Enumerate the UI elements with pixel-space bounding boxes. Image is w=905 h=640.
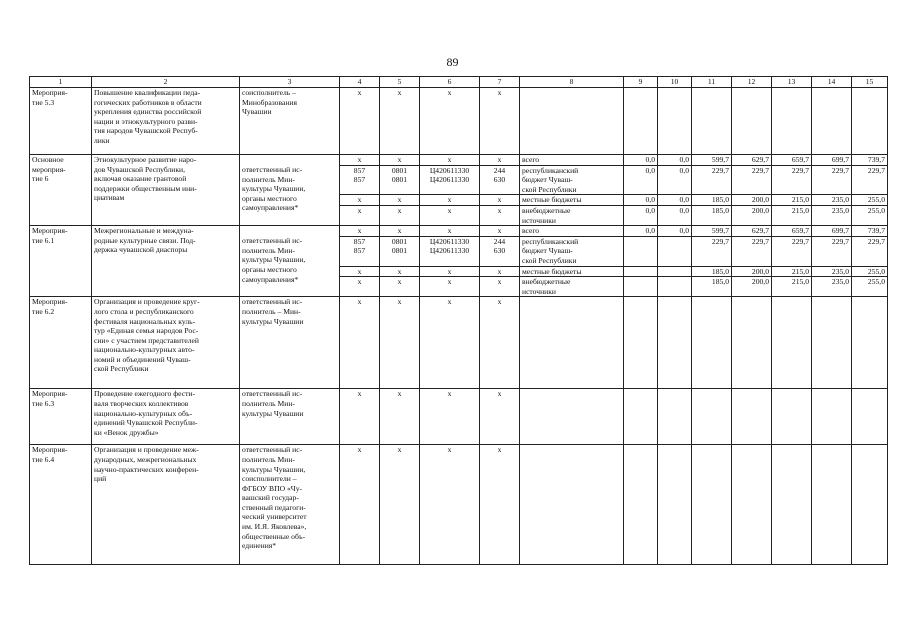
table-cell: 229,7 [852,165,888,195]
table-cell: 229,7 [772,165,812,195]
table-cell: x [340,389,380,445]
table-cell [658,445,692,565]
table-cell: 255,0 [852,195,888,206]
table-cell: x [480,155,520,166]
table-cell: 229,7 [772,236,812,266]
col-header: 5 [380,77,420,88]
table-cell [812,389,852,445]
table-cell: x [380,205,420,225]
event-executor-top [240,155,340,166]
table-cell: 244 630 [480,165,520,195]
table-cell [520,297,624,389]
funding-source: республиканский бюджет Чуваш- ской Республики [520,236,624,266]
table-cell: x [340,155,380,166]
table-cell [624,277,658,297]
table-cell [732,445,772,565]
table-cell: x [420,88,480,155]
table-cell [812,297,852,389]
col-header: 7 [480,77,520,88]
table-cell: 255,0 [852,266,888,277]
table-row [30,226,888,237]
funding-source: местные бюджеты [520,266,624,277]
table-cell [624,297,658,389]
table-cell [658,88,692,155]
table-cell: x [420,266,480,277]
table-cell [772,445,812,565]
table-cell: Ц420611330 Ц420611330 [420,236,480,266]
table-cell [520,389,624,445]
table-cell: x [340,195,380,206]
funding-source: внебюджетные источники [520,277,624,297]
table-cell: 244 630 [480,236,520,266]
table-cell: 229,7 [732,236,772,266]
table-cell: 857 857 [340,236,380,266]
table-cell [520,88,624,155]
table-cell: 200,0 [732,205,772,225]
table-cell: x [480,226,520,237]
event-description: Проведение ежегодного фести- валя творческих коллективов национально-культурных объ- единений Чувашской Республи- ки «Венок дружбы» [92,389,240,445]
event-executor: соисполнитель – Минобразования Чувашии [240,88,340,155]
table-cell: 215,0 [772,277,812,297]
table-cell [658,389,692,445]
table-cell: 0,0 [658,205,692,225]
table-cell: x [380,226,420,237]
table-cell [624,236,658,266]
table-cell [624,88,658,155]
table-cell: x [340,205,380,225]
funding-source: всего [520,226,624,237]
table-cell: 699,7 [812,155,852,166]
col-header: 15 [852,77,888,88]
table-cell: 235,0 [812,205,852,225]
table-cell [852,297,888,389]
table-cell: x [340,297,380,389]
table-cell: x [340,266,380,277]
event-description: Этнокультурное развитие наро- дов Чувашской Республики, включая оказание грантовой поддержки общественным ини- циативам [92,155,240,226]
table-cell: 229,7 [812,165,852,195]
table-cell: 215,0 [772,195,812,206]
event-name: Мероприя- тие 5.3 [30,88,92,155]
table-cell: 235,0 [812,266,852,277]
table-cell: x [380,445,420,565]
table-cell: 699,7 [812,226,852,237]
table-cell [692,445,732,565]
col-header: 8 [520,77,624,88]
col-header: 9 [624,77,658,88]
table-cell: 215,0 [772,205,812,225]
table-cell: 255,0 [852,277,888,297]
table-cell [692,297,732,389]
event-executor: ответственный ис- полнитель Мин- культуры Чувашии, органы местного самоуправления* [240,236,340,297]
table-cell: 629,7 [732,155,772,166]
table-cell: x [380,88,420,155]
table-cell: 229,7 [852,236,888,266]
event-name: Основное мероприя- тие 6 [30,155,92,226]
table-cell: x [340,88,380,155]
table-cell [658,297,692,389]
event-description: Организация и проведение круг- лого стола и республиканского фестиваля национальных куль- тур «Единая семья народов Рос- сии» с участием представителей национально-культурных авто- номий и объединений Чуваш- ской Республики [92,297,240,389]
table-cell: 0,0 [624,195,658,206]
table-cell: 229,7 [732,165,772,195]
col-header: 14 [812,77,852,88]
event-name: Мероприя- тие 6.3 [30,389,92,445]
table-cell [772,389,812,445]
table-cell: 857 857 [340,165,380,195]
table-cell: 200,0 [732,277,772,297]
table-cell [658,236,692,266]
table-cell: x [340,226,380,237]
col-header: 2 [92,77,240,88]
table-cell: 185,0 [692,277,732,297]
page-number: 89 [446,55,459,69]
table-cell: 200,0 [732,266,772,277]
event-executor: ответственный ис- полнитель Мин- культуры Чувашии, соисполнители – ФГБОУ ВПО «Чу- вашский государ- ственный педагоги- ческий университет им. И.Я. Яковлева», общественные объ- единения* [240,445,340,565]
col-header: 3 [240,77,340,88]
table-cell: 739,7 [852,226,888,237]
col-header: 12 [732,77,772,88]
budget-table [29,76,888,565]
table-cell [732,297,772,389]
col-header: 11 [692,77,732,88]
table-cell [772,297,812,389]
col-header: 10 [658,77,692,88]
table-cell [624,266,658,277]
table-cell: 629,7 [732,226,772,237]
event-executor-top [240,226,340,237]
col-header: 1 [30,77,92,88]
table-cell: 185,0 [692,195,732,206]
table-cell: x [380,266,420,277]
table-cell: x [480,277,520,297]
table-cell: x [420,205,480,225]
table-cell: x [480,389,520,445]
table-cell: x [420,277,480,297]
table-cell: 659,7 [772,226,812,237]
table-cell: x [340,277,380,297]
table-cell [852,88,888,155]
event-executor: ответственный ис- полнитель – Мин- культуры Чувашии [240,297,340,389]
table-cell [732,389,772,445]
table-cell: 255,0 [852,205,888,225]
col-header: 13 [772,77,812,88]
event-description: Повышение квалификации педа- гогических работников в области укрепления единства российской нации и этнокультурного разви- тия народов Чувашской Респуб- лики [92,88,240,155]
table-cell: x [420,389,480,445]
table-cell: 185,0 [692,205,732,225]
table-cell: 215,0 [772,266,812,277]
table-cell [658,266,692,277]
table-cell [812,88,852,155]
table-cell [624,445,658,565]
table-cell [772,88,812,155]
col-header: 4 [340,77,380,88]
table-cell [852,389,888,445]
event-name: Мероприя- тие 6.2 [30,297,92,389]
table-cell: 739,7 [852,155,888,166]
header-row [30,77,888,88]
table-cell: 0,0 [624,205,658,225]
event-description: Организация и проведение меж- дународных, межрегиональных научно-практических конферен- ций [92,445,240,565]
table-cell: 185,0 [692,266,732,277]
table-cell: 200,0 [732,195,772,206]
table-cell: x [380,155,420,166]
table-cell: x [420,297,480,389]
table-cell: x [380,389,420,445]
event-name: Мероприя- тие 6.1 [30,226,92,297]
table-cell: 0,0 [658,195,692,206]
table-cell: x [480,266,520,277]
table-cell: 659,7 [772,155,812,166]
table-cell [658,277,692,297]
table-cell [692,389,732,445]
funding-source: республиканский бюджет Чуваш- ской Республики [520,165,624,195]
table-cell: x [420,195,480,206]
table-cell: 599,7 [692,155,732,166]
event-executor: ответственный ис- полнитель Мин- культуры Чувашии [240,389,340,445]
table-cell: x [480,297,520,389]
table-cell: 235,0 [812,277,852,297]
event-executor: ответственный ис- полнитель Мин- культуры Чувашии, органы местного самоуправления* [240,165,340,226]
table-cell: x [380,195,420,206]
table-cell: x [480,195,520,206]
table-cell: 229,7 [692,165,732,195]
table-cell: 0,0 [624,165,658,195]
table-cell: 0,0 [658,226,692,237]
table-cell: 235,0 [812,195,852,206]
funding-source: внебюджетные источники [520,205,624,225]
table-cell: x [420,445,480,565]
table-cell: x [420,226,480,237]
funding-source: всего [520,155,624,166]
table-cell [692,88,732,155]
table-cell [520,445,624,565]
event-name: Мероприя- тие 6.4 [30,445,92,565]
table-cell: x [380,277,420,297]
table-cell [624,389,658,445]
table-cell: 599,7 [692,226,732,237]
table-cell: 0801 0801 [380,236,420,266]
table-cell: 0,0 [658,155,692,166]
table-cell: 0,0 [624,155,658,166]
table-row [30,155,888,166]
table-cell: 0801 0801 [380,165,420,195]
table-row [30,445,888,565]
table-cell: x [480,445,520,565]
table-cell: x [420,155,480,166]
table-cell: x [340,445,380,565]
table-cell: 229,7 [812,236,852,266]
table-cell: Ц420611330 Ц420611330 [420,165,480,195]
funding-source: местные бюджеты [520,195,624,206]
table-cell [812,445,852,565]
table-cell: x [480,205,520,225]
col-header: 6 [420,77,480,88]
table-row [30,297,888,389]
table-row [30,88,888,155]
table-cell: 229,7 [692,236,732,266]
table-cell: x [380,297,420,389]
event-description: Межрегиональные и междуна- родные культурные связи. Под- держка чувашской диаспоры [92,226,240,297]
table-cell [732,88,772,155]
table-cell: x [480,88,520,155]
table-cell: 0,0 [624,226,658,237]
table-row [30,389,888,445]
table-cell: 0,0 [658,165,692,195]
table-cell [852,445,888,565]
